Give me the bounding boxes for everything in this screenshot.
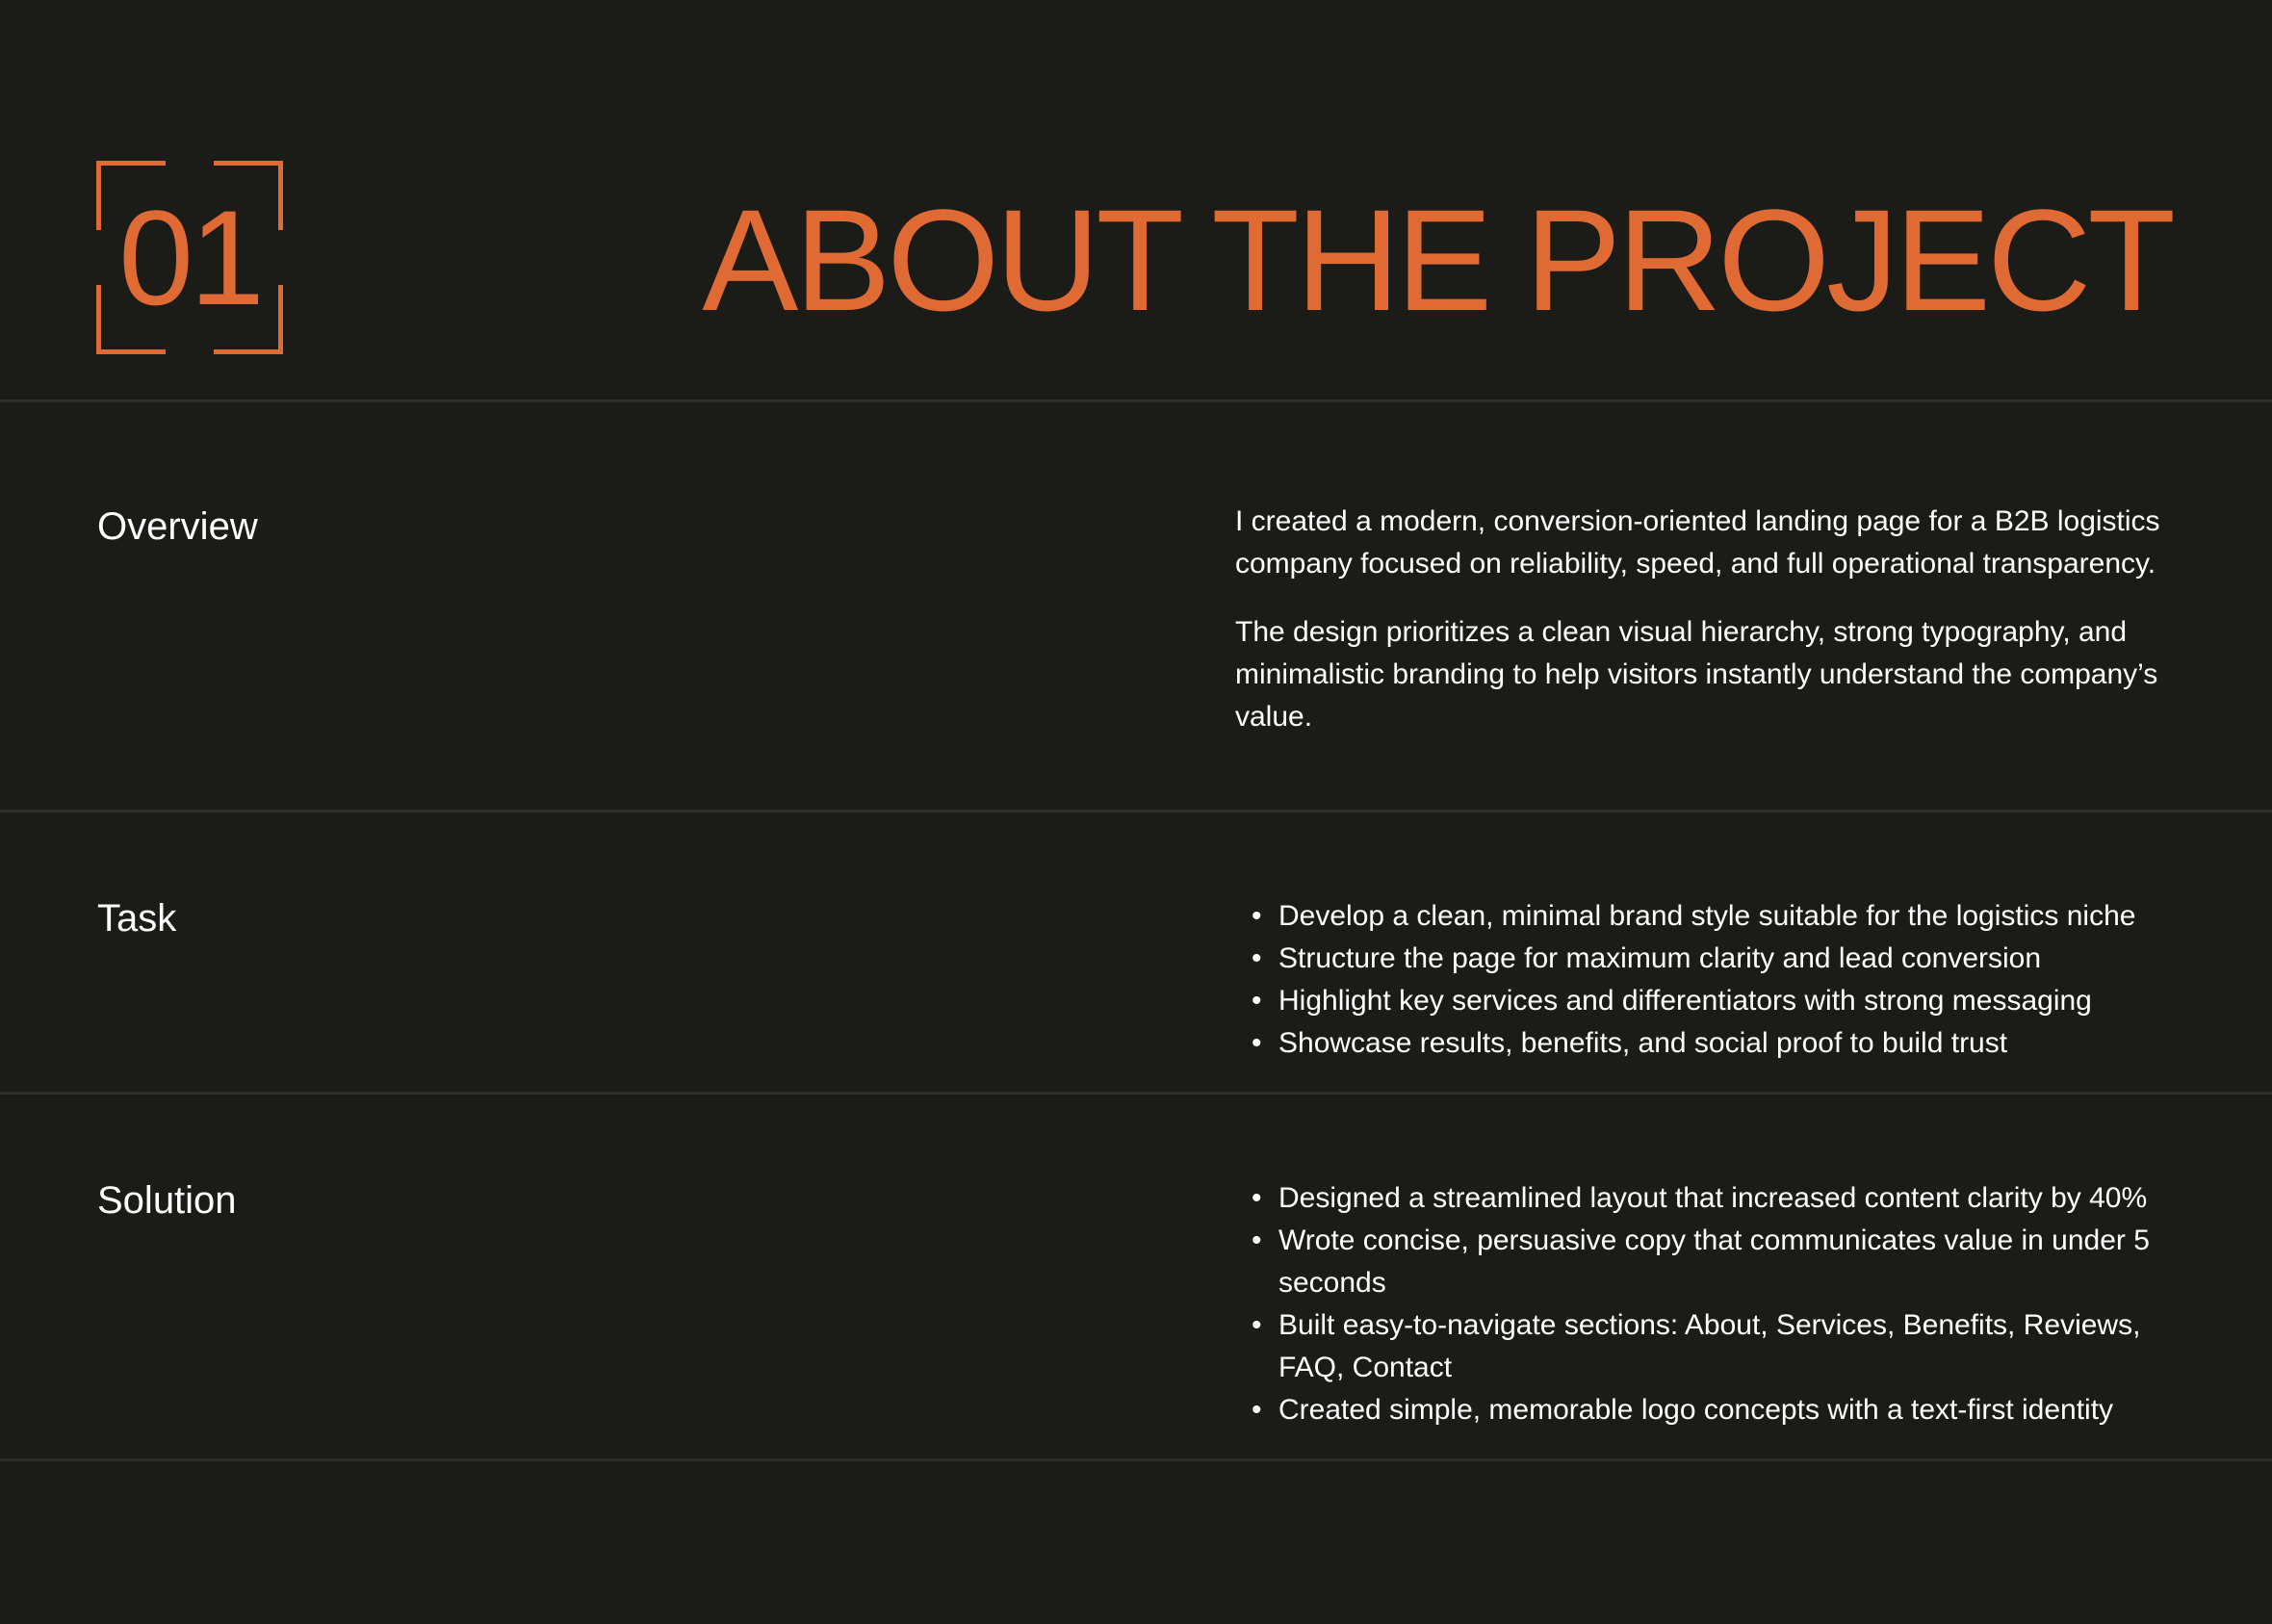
- solution-list: [1235, 1177, 2188, 1431]
- overview-paragraph: The design prioritizes a clean visual hierarchy, strong typography, and minimalistic branding to help visitors instantly understand the company’s value.: [1235, 616, 2158, 733]
- list-item: [1235, 1389, 2188, 1431]
- task-label: Task: [97, 897, 177, 940]
- list-item: [1235, 938, 2188, 980]
- list-item: [1235, 980, 2188, 1022]
- overview-paragraph: I created a modern, conversion-oriented landing page for a B2B logistics company focused on reliability, speed, and full operational transparency.: [1235, 505, 2160, 580]
- list-item: [1235, 1177, 2188, 1220]
- bullet-icon: •: [1252, 1394, 1262, 1426]
- overview-section: [0, 402, 2272, 810]
- list-item-text: Showcase results, benefits, and social proof to build trust: [1278, 1027, 2008, 1059]
- list-item-text: Highlight key services and differentiators with strong messaging: [1278, 985, 2092, 1017]
- list-item-text: Built easy-to-navigate sections: About, Services, Benefits, Reviews, FAQ, Contact: [1278, 1309, 2141, 1383]
- list-item-text: Structure the page for maximum clarity and lead conversion: [1278, 942, 2042, 974]
- page-header: [0, 0, 2272, 400]
- solution-label: Solution: [97, 1179, 237, 1222]
- bullet-icon: •: [1252, 985, 1262, 1017]
- list-item: [1235, 1220, 2188, 1304]
- bullet-icon: •: [1252, 942, 1262, 974]
- solution-body: [1235, 1177, 2188, 1431]
- overview-label: Overview: [97, 505, 258, 548]
- bullet-icon: •: [1252, 900, 1262, 932]
- list-item-text: Designed a streamlined layout that increased content clarity by 40%: [1278, 1182, 2148, 1214]
- solution-section: [0, 1095, 2272, 1458]
- list-item: [1235, 895, 2188, 938]
- list-item: [1235, 1022, 2188, 1065]
- task-section: [0, 812, 2272, 1092]
- section-number-frame: [96, 161, 283, 354]
- list-item-text: Created simple, memorable logo concepts with a text-first identity: [1278, 1394, 2114, 1426]
- divider: [0, 1458, 2272, 1461]
- bullet-icon: •: [1252, 1224, 1262, 1256]
- list-item-text: Wrote concise, persuasive copy that communicates value in under 5 seconds: [1278, 1224, 2150, 1299]
- bullet-icon: •: [1252, 1182, 1262, 1214]
- task-list: [1235, 895, 2188, 1065]
- bullet-icon: •: [1252, 1027, 1262, 1059]
- overview-body: [1235, 501, 2188, 738]
- list-item-text: Develop a clean, minimal brand style suitable for the logistics niche: [1278, 900, 2136, 932]
- bullet-icon: •: [1252, 1309, 1262, 1341]
- list-item: [1235, 1304, 2188, 1389]
- task-body: [1235, 895, 2188, 1065]
- section-number: 01: [118, 182, 261, 333]
- page-title: ABOUT THE PROJECT: [702, 179, 2172, 341]
